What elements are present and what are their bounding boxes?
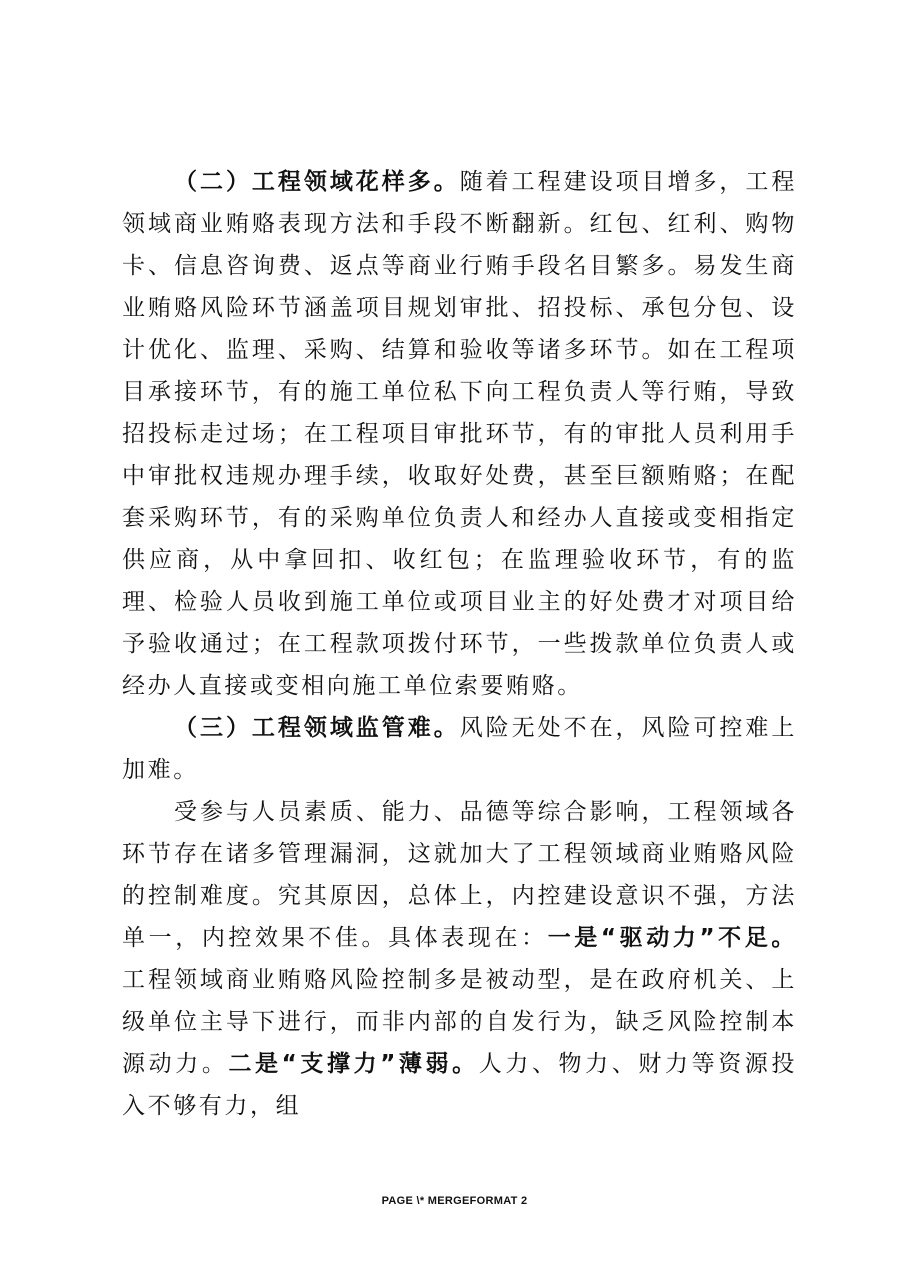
analysis-point-2: 二是“支撑力”薄弱。	[228, 1051, 479, 1077]
paragraph-section-2	[122, 161, 797, 707]
analysis-text-3: 人力、物力、财力等资源投入不够有力，组	[122, 1051, 798, 1119]
page-footer: PAGE \* MERGEFORMAT 2	[381, 1195, 528, 1207]
section-2-body: 随着工程建设项目增多，工程领域商业贿赂表现方法和手段不断翻新。红包、红利、购物卡、信息咨询费、返点等商业行贿手段名目繁多。易发生商业贿赂风险环节涵盖项目规划审批、招投标、承包分包、设计优化、监理、采购、结算和验收等诸多环节。如在工程项目承接环节，有的施工单位私下向工程负责人等行贿，导致招投标走过场；在工程项目审批环节，有的审批人员利用手中审批权违规办理手续，收取好处费，甚至巨额贿赂；在配套采购环节，有的采购单位负责人和经办人直接或变相指定供应商，从中拿回扣、收红包；在监理验收环节，有的监理、检验人员收到施工单位或项目业主的好处费才对项目给予验收通过；在工程款项拨付环节，一些拨款单位负责人或经办人直接或变相向施工单位索要贿赂。	[122, 169, 797, 699]
section-3-body: 风险无处不在，风险可控难上加难。	[122, 715, 797, 783]
paragraph-section-3	[122, 707, 797, 791]
section-2-heading: （二）工程领域花样多。	[174, 169, 460, 195]
analysis-text-2: 工程领域商业贿赂风险控制多是被动型，是在政府机关、上级单位主导下进行，而非内部的自发行为，缺乏风险控制本源动力。	[122, 967, 797, 1077]
document-body	[122, 161, 797, 1127]
analysis-text-1: 受参与人员素质、能力、品德等综合影响，工程领域各环节存在诸多管理漏洞，这就加大了工程领域商业贿赂风险的控制难度。究其原因，总体上，内控建设意识不强，方法单一，内控效果不佳。具体表现在：	[122, 799, 797, 951]
paragraph-analysis	[122, 791, 797, 1127]
analysis-point-1: 一是“驱动力”不足。	[547, 925, 797, 951]
section-3-heading: （三）工程领域监管难。	[174, 715, 460, 741]
